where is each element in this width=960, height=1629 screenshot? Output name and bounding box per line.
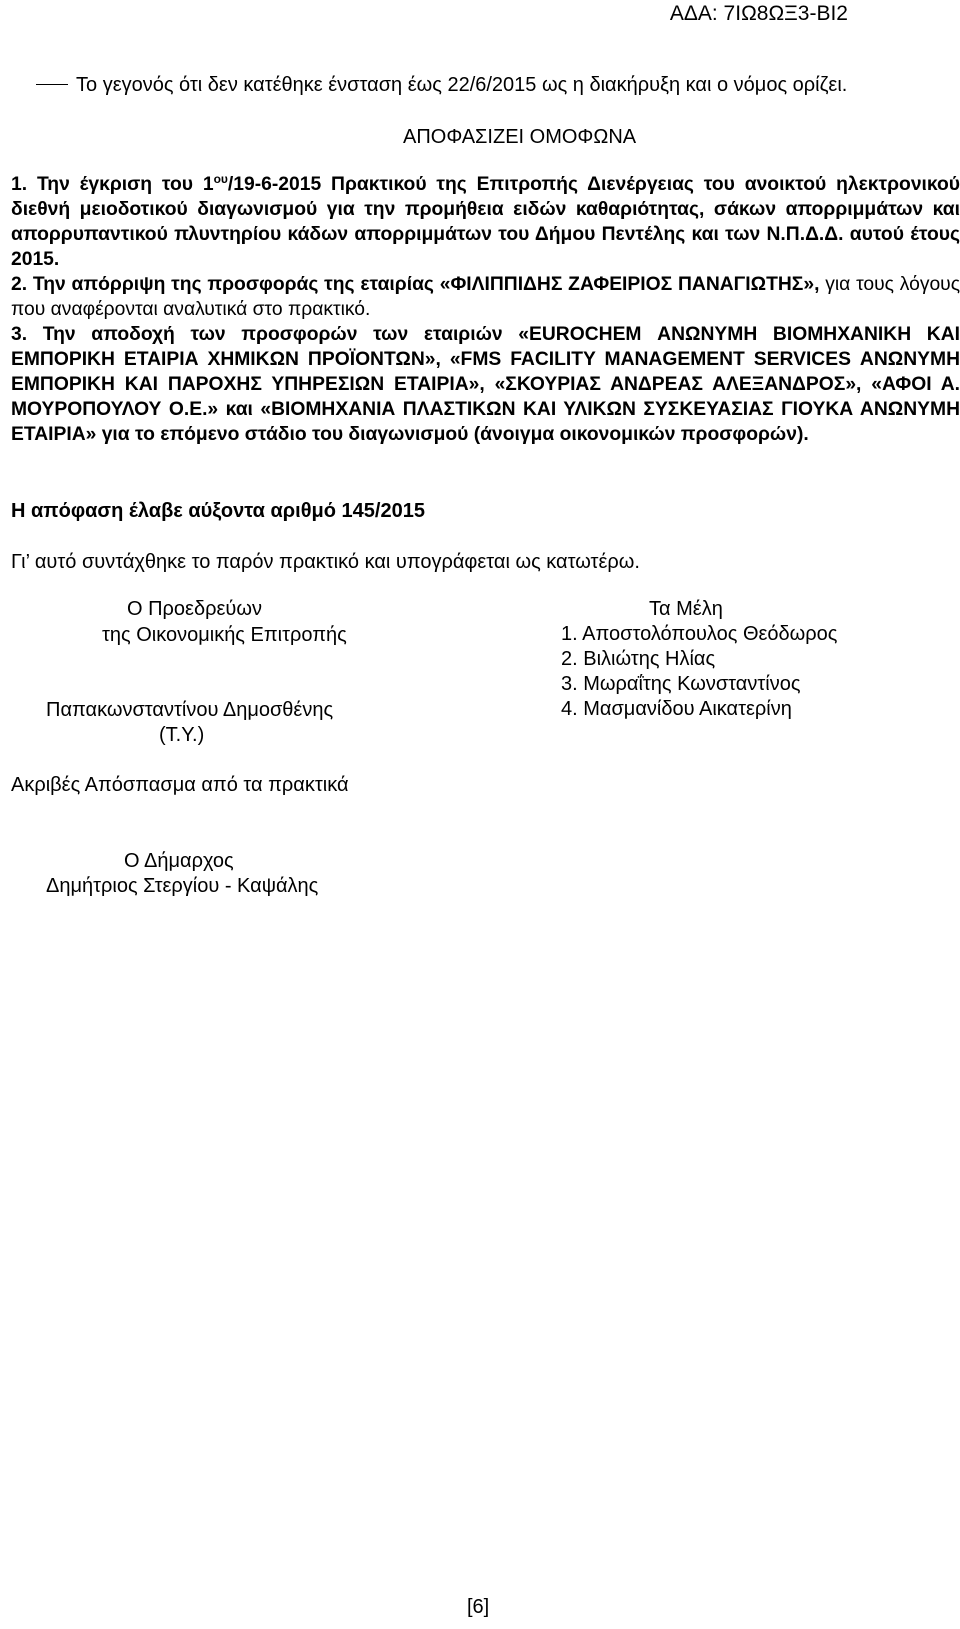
item-number: 1. [11, 174, 28, 195]
closing-statement: Γι’ αυτό συντάχθηκε το παρόν πρακτικό και υπογράφεται ως κατωτέρω. [11, 551, 640, 573]
ada-code: ΑΔΑ: 7ΙΩ8ΩΞ3-ΒΙ2 [669, 2, 848, 25]
decision-number: Η απόφαση έλαβε αύξοντα αριθμό 145/2015 [11, 500, 425, 522]
decision-items [11, 172, 960, 447]
member-item: 2. Βιλιώτης Ηλίας [561, 648, 716, 670]
excerpt-statement: Ακριβές Απόσπασμα από τα πρακτικά [11, 774, 349, 796]
mayor-name: Δημήτριος Στεργίου - Καψάλης [46, 875, 319, 897]
item-3-text: Την αποδοχή των προσφορών των εταιριών «EUROCHEM ΑΝΩΝΥΜΗ ΒΙΟΜΗΧΑΝΙΚΗ ΚΑΙ ΕΜΠΟΡΙΚΗ ΕΤΑΙΡΙΑ ΧΗΜΙΚΩΝ ΠΡΟΪΟΝΤΩΝ», «FMS FACILITY MANAGEMENT SERVICES ΑΝΩΝΥΜΗ ΕΜΠΟΡΙΚΗ ΚΑΙ ΠΑΡΟΧΗΣ ΥΠΗΡΕΣΙΩΝ ΕΤΑΙΡΙΑ», «ΣΚΟΥΡΙΑΣ ΑΝΔΡΕΑΣ ΑΛΕΞΑΝΔΡΟΣ», «ΑΦΟΙ Α. ΜΟΥΡΟΠΟΥΛΟΥ Ο.Ε.» και «ΒΙΟΜΗΧΑΝΙΑ ΠΛΑΣΤΙΚΩΝ ΚΑΙ ΥΛΙΚΩΝ ΣΥΣΚΕΥΑΣΙΑΣ ΓΙΟΥΚΑ ΑΝΩΝΥΜΗ ΕΤΑΙΡΙΑ» για το επόμενο στάδιο του διαγωνισμού (άνοιγμα οικονομικών προσφορών). [11, 324, 960, 445]
chair-title: Ο Προεδρεύων [127, 598, 262, 620]
member-item: 4. Μασμανίδου Αικατερίνη [561, 698, 792, 720]
dash-marker [36, 84, 68, 85]
item-2-bold: Την απόρριψη της προσφοράς της εταιρίας «ΦΙΛΙΠΠΙΔΗΣ ΖΑΦΕΙΡΙΟΣ ΠΑΝΑΓΙΩΤΗΣ», [32, 274, 820, 295]
decision-item-2 [11, 272, 960, 322]
decision-item-1 [11, 172, 960, 272]
members-list [561, 622, 837, 722]
intro-line [36, 74, 847, 97]
item-1-pre: Την έγκριση του 1 [36, 174, 214, 195]
chair-note: (Τ.Υ.) [159, 724, 205, 746]
members-title: Τα Μέλη [649, 598, 723, 620]
item-2-normal: για τους λόγους που αναφέρονται αναλυτικά στο πρακτικό. [11, 274, 960, 320]
item-number: 2. [11, 274, 28, 295]
mayor-title: Ο Δήμαρχος [124, 850, 234, 872]
chair-organization: της Οικονομικής Επιτροπής [102, 624, 347, 646]
ordinal-suffix: ου [213, 172, 228, 186]
chair-name: Παπακωνσταντίνου Δημοσθένης [46, 699, 334, 721]
item-number: 3. [11, 324, 28, 345]
decision-item-3 [11, 322, 960, 447]
member-item: 1. Αποστολόπουλος Θεόδωρος [561, 623, 838, 645]
intro-text: Το γεγονός ότι δεν κατέθηκε ένσταση έως 22/6/2015 ως η διακήρυξη και ο νόμος ορίζει. [76, 74, 848, 96]
page-number: [6] [467, 1596, 490, 1618]
member-item: 3. Μωραΐτης Κωνσταντίνος [561, 673, 801, 695]
decision-heading: ΑΠΟΦΑΣΙΖΕΙ ΟΜΟΦΩΝΑ [403, 126, 637, 148]
item-1-post: /19-6-2015 Πρακτικού της Επιτροπής Διενέργειας του ανοικτού ηλεκτρονικού διεθνή μειοδοτικού διαγωνισμού για την προμήθεια ειδών καθαριότητας, σάκων απορριμμάτων και απορρυπαντικού πλυντηρίου κάδων απορριμμάτων του Δήμου Πεντέλης και των Ν.Π.Δ.Δ. αυτού έτους 2015. [11, 174, 960, 270]
